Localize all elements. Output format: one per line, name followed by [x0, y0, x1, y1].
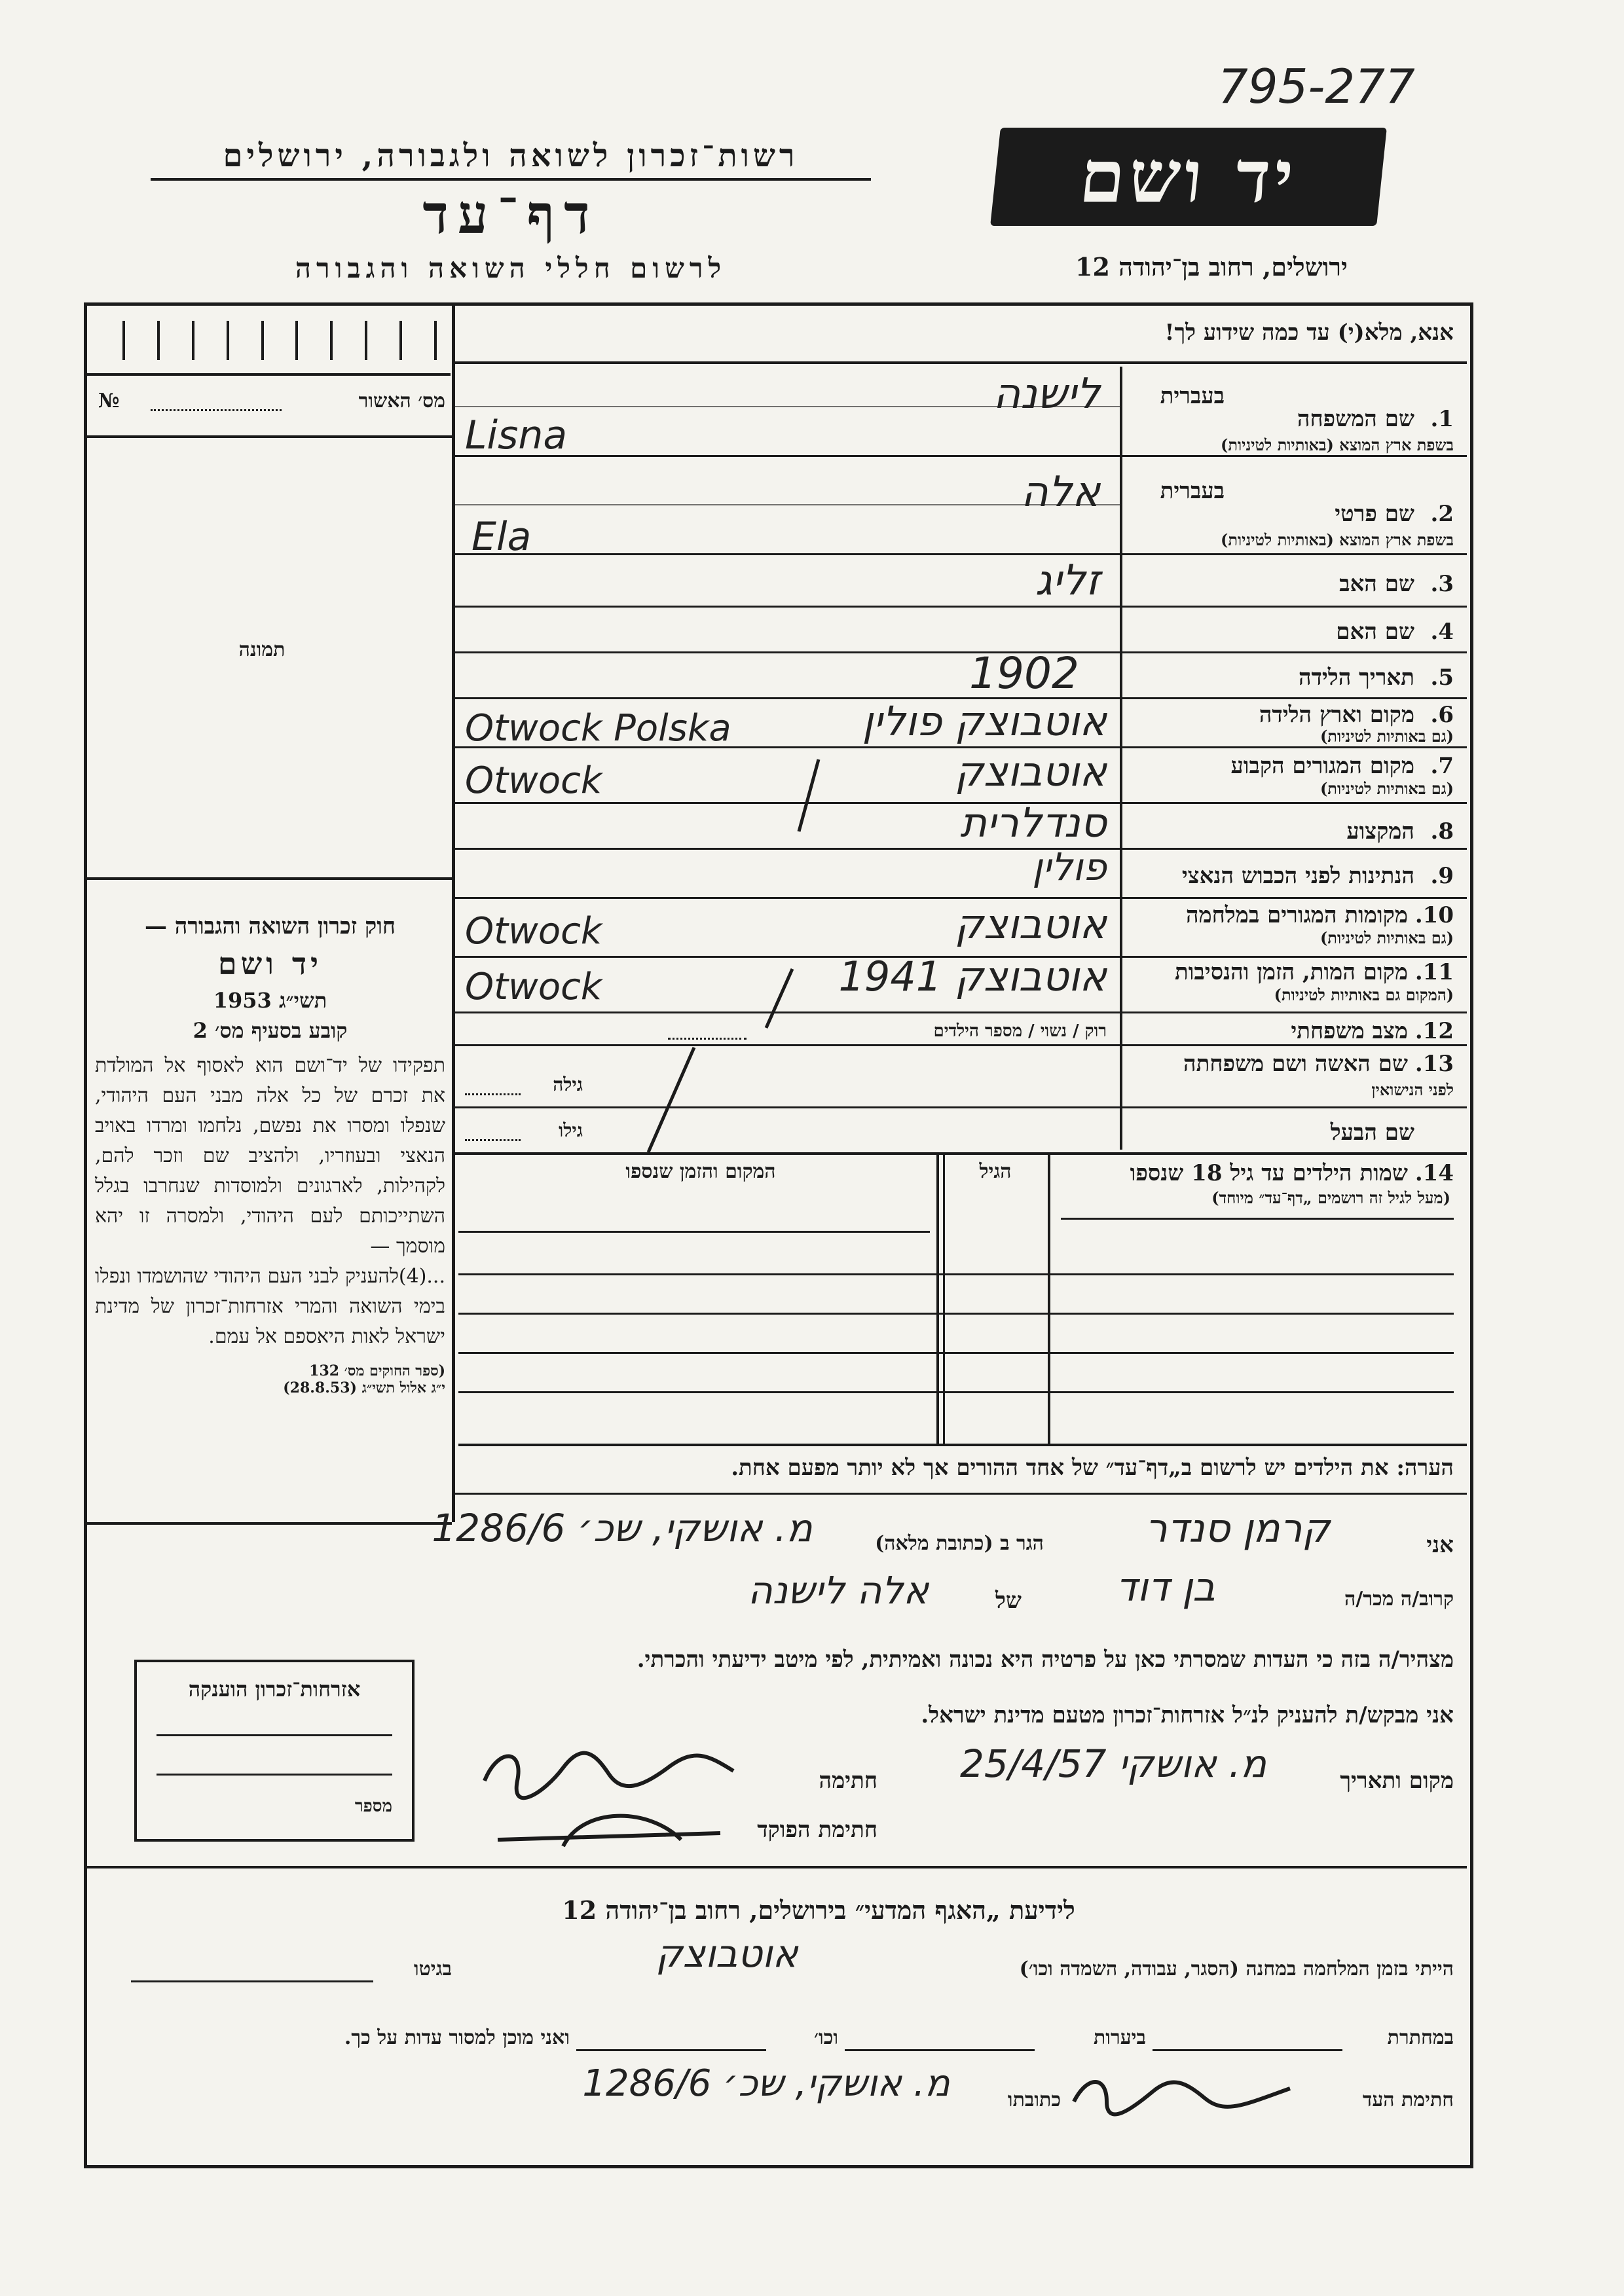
lives-value[interactable]: מ. אושקי, שכ׳ 1286/6	[432, 1506, 813, 1550]
of-value[interactable]: אלה לישנה	[747, 1568, 929, 1613]
field-11-label: מקום המות, הזמן והנסיבות	[1174, 959, 1408, 985]
citizenship-number-label: מספר	[354, 1796, 392, 1816]
field-2-value-he[interactable]: אלה	[1021, 468, 1100, 517]
field-1-value-he[interactable]: לישנה	[993, 370, 1100, 418]
field-13-sub: לפני הנישואין	[1371, 1080, 1454, 1099]
statement: מצהיר/ה בזה כי העדות שמסרתי כאן על פרטיה היא נכונה ואמיתית, לפי מיטב ידיעתי והכרתי.	[637, 1647, 1454, 1673]
field-10-sub: (גם באותיות לטיניות)	[1320, 928, 1454, 947]
children-sub: (מעל לגיל זה רושמים „דף־עד״ מיוחד)	[1211, 1188, 1450, 1207]
bottom-underground: במחתרת	[1387, 2026, 1454, 2049]
officer-label: חתימת הפוקד	[757, 1817, 877, 1843]
bottom-signature	[1067, 2062, 1303, 2121]
approval-ticks	[86, 308, 451, 376]
law-title: חוק זכרון השואה והגבורה —	[144, 913, 396, 939]
forests-field[interactable]	[845, 2049, 1035, 2051]
bottom-title: לידיעת „האגף המדעי״ בירושלים, רחוב בן־יהודה 12	[562, 1895, 1075, 1925]
pen-strokes	[452, 720, 1172, 1178]
law-ref-2: י״ג אלול תשי״ג (28.8.53)	[283, 1379, 445, 1396]
bottom-line1-ghetto: בגיטו	[413, 1958, 452, 1980]
field-2-lang: בעברית	[1160, 478, 1225, 504]
field-2-label: שם פרטי	[1335, 501, 1414, 527]
field-12-label: מצב משפחתי	[1291, 1018, 1408, 1044]
bottom-ready: ואני מוכן למסור עדות על כך.	[344, 2026, 570, 2049]
lives-label: הגר ב (כתובת מלאה)	[875, 1532, 1044, 1555]
field-1-label: שם המשפחה	[1297, 406, 1414, 432]
form-subtitle: לרשום חללי השואה והגבורה	[295, 252, 727, 284]
field-10-number: 10.	[1414, 902, 1454, 928]
relative-value[interactable]: בן דוד	[1116, 1565, 1215, 1611]
field-5-number: 5.	[1430, 665, 1454, 691]
place-date-label: מקום ותאריך	[1340, 1768, 1454, 1794]
field-7-value-latin[interactable]: Otwock	[465, 759, 602, 802]
field-10-value-latin[interactable]: Otwock	[465, 910, 602, 953]
citizenship-title: אזרחות־זכרון הוענקה	[188, 1677, 361, 1702]
field-10-value[interactable]: אוטבוצק	[954, 900, 1107, 948]
field-4-label: שם האם	[1336, 619, 1414, 645]
field-3-value[interactable]: זליג	[1035, 556, 1100, 605]
officer-signature	[485, 1794, 747, 1859]
field-8-number: 8.	[1430, 818, 1454, 845]
field-7-number: 7.	[1430, 753, 1454, 779]
of-label: של	[995, 1588, 1022, 1614]
law-section: קובע בסעיף מס׳ 2	[193, 1018, 348, 1043]
yad-vashem-logo	[990, 128, 1387, 226]
field-8-label: המקצוע	[1346, 818, 1414, 845]
law-ref: (ספר החוקים מס׳ 132	[309, 1362, 445, 1379]
field-5-label: תאריך הלידה	[1298, 665, 1414, 691]
field-8-value[interactable]: סנדלרית	[960, 799, 1107, 847]
field-11-sub: (המקום גם באותיות לטיניות)	[1274, 985, 1454, 1004]
field-9-value[interactable]: פולין	[1032, 845, 1107, 889]
law-block	[95, 913, 445, 1396]
law-year: תשי״ג 1953	[213, 988, 327, 1013]
field-2-value-latin[interactable]: Ela	[471, 514, 532, 560]
field-1-value-latin[interactable]: Lisna	[465, 412, 568, 458]
field-6-value[interactable]: אוטבוצק פולין	[862, 697, 1107, 745]
etc-field[interactable]	[576, 2049, 766, 2051]
wife-age-label: גילה	[553, 1074, 583, 1095]
husband-age-label: גילו	[559, 1120, 583, 1141]
approval-label: מס׳ האשור	[358, 390, 445, 412]
underground-field[interactable]	[1153, 2049, 1342, 2051]
i-label: אני	[1426, 1532, 1454, 1558]
logo-text: יד ושם	[1075, 134, 1302, 219]
field-3-label: שם האב	[1339, 571, 1414, 597]
note: הערה: את הילדים יש לרשום ב„דף־עד״ של אחד ההורים אך לא יותר מפעם אחת.	[731, 1455, 1454, 1481]
document-number: 795-277	[1218, 59, 1415, 114]
law-text-2: ...(4)להעניק לבני העם היהודי שהושמדו ונפלו בימי השואה והמרי אזרחות־זכרון של מדינת ישראל לאות היאספם אל עמם.	[95, 1265, 445, 1348]
field-1-number: 1.	[1430, 406, 1454, 432]
intro-text: אנא, מלא(י) עד כמה שידוע לך!	[1164, 319, 1454, 346]
field-7-value[interactable]: אוטבוצק	[954, 748, 1107, 795]
field-13-number: 13.	[1414, 1051, 1454, 1077]
relative-label: קרוב/ה מכר/ה	[1344, 1588, 1454, 1611]
field-2-sub: בשפת ארץ המוצא (באותיות לטיניות)	[1221, 530, 1454, 549]
field-6-value-latin[interactable]: Otwock Polska	[465, 707, 731, 750]
field-6-sub: (גם באותיות לטיניות)	[1320, 727, 1454, 746]
bottom-address-value[interactable]: מ. אושקי, שכ׳ 1286/6	[582, 2062, 950, 2105]
form-title: דף־עד	[422, 183, 599, 246]
field-7-label: מקום המגורים הקבוע	[1230, 753, 1414, 779]
ghetto-field[interactable]	[131, 1980, 373, 1982]
field-1-lang: בעברית	[1160, 383, 1225, 409]
signature-label: חתימה	[819, 1768, 877, 1794]
husband-label: שם הבעל	[1330, 1120, 1414, 1146]
field-10-label: מקומות המגורים במלחמה	[1185, 902, 1408, 928]
approval-no-sign: №	[98, 390, 120, 412]
col-age: הגיל	[979, 1160, 1012, 1183]
citizenship-box	[134, 1660, 415, 1842]
bottom-etc: וכו׳	[814, 2026, 838, 2049]
photo-label: תמונה	[238, 638, 286, 661]
field-11-value[interactable]: אוטבוצק 1941	[838, 953, 1107, 1000]
field-12-number: 12.	[1414, 1018, 1454, 1044]
bottom-sign-label: חתימת העד	[1362, 2088, 1454, 2111]
field-5-value[interactable]: 1902	[969, 648, 1079, 699]
field-6-label: מקום וארץ הלידה	[1259, 702, 1414, 728]
approval-number-field[interactable]	[151, 409, 282, 411]
field-6-number: 6.	[1430, 702, 1454, 728]
field-2-number: 2.	[1430, 501, 1454, 527]
place-date-value[interactable]: מ. אושקי 25/4/57	[959, 1741, 1267, 1786]
field-4-number: 4.	[1430, 619, 1454, 645]
field-11-number: 11.	[1414, 959, 1454, 985]
bottom-address-label: כתובתו	[1007, 2088, 1061, 2111]
law-name: יד ושם	[217, 946, 323, 981]
field-9-label: הנתינות לפני הכבוש הנאצי	[1181, 863, 1414, 889]
field-3-number: 3.	[1430, 571, 1454, 597]
bottom-line1-value[interactable]: אוטבוצק	[655, 1931, 798, 1976]
bottom-line1-label: הייתי בזמן המלחמה במחנה (הסגר, עבודה, השמדה וכו׳)	[1019, 1958, 1454, 1980]
org-line: רשות־זכרון לשואה ולגבורה, ירושלים	[151, 137, 871, 181]
request: אני מבקש/ת להעניק לנ״ל אזרחות־זכרון מטעם מדינת ישראל.	[921, 1702, 1454, 1728]
field-13-label: שם האשה ושם משפחתה	[1183, 1051, 1408, 1077]
i-value[interactable]: קרמן סנדר	[1145, 1506, 1331, 1552]
field-9-number: 9.	[1430, 863, 1454, 889]
field-7-sub: (גם באותיות לטיניות)	[1320, 779, 1454, 798]
org-address: ירושלים, רחוב בן־יהודה 12	[1075, 252, 1348, 282]
field-1-sub: בשפת ארץ המוצא (באותיות לטיניות)	[1221, 435, 1454, 454]
col-place: המקום והזמן שנספו	[625, 1160, 776, 1183]
law-text: תפקידו של יד־ושם הוא לאסוף אל המולדת את זכרם של כל אלה מבני העם היהודי, שנפלו ומסרו את נפשם, נלחמו ומרדו באויב הנאצי ובעוזריו, ולהציב שם וזכר להם, לקהילות, לארגונים ולמוסדות שנחרבו בגלל השתייכותם לעם היהודי, ולמסרה זו יהא מוסמך —	[95, 1054, 445, 1258]
children-number: 14.	[1414, 1160, 1454, 1186]
bottom-forests: ביערות	[1093, 2026, 1146, 2049]
field-11-value-latin[interactable]: Otwock	[465, 966, 602, 1008]
field-12-options: רוק / נשוי / מספר הילדים	[933, 1021, 1107, 1041]
children-label: שמות הילדים עד גיל 18 שנספו	[1130, 1160, 1408, 1186]
